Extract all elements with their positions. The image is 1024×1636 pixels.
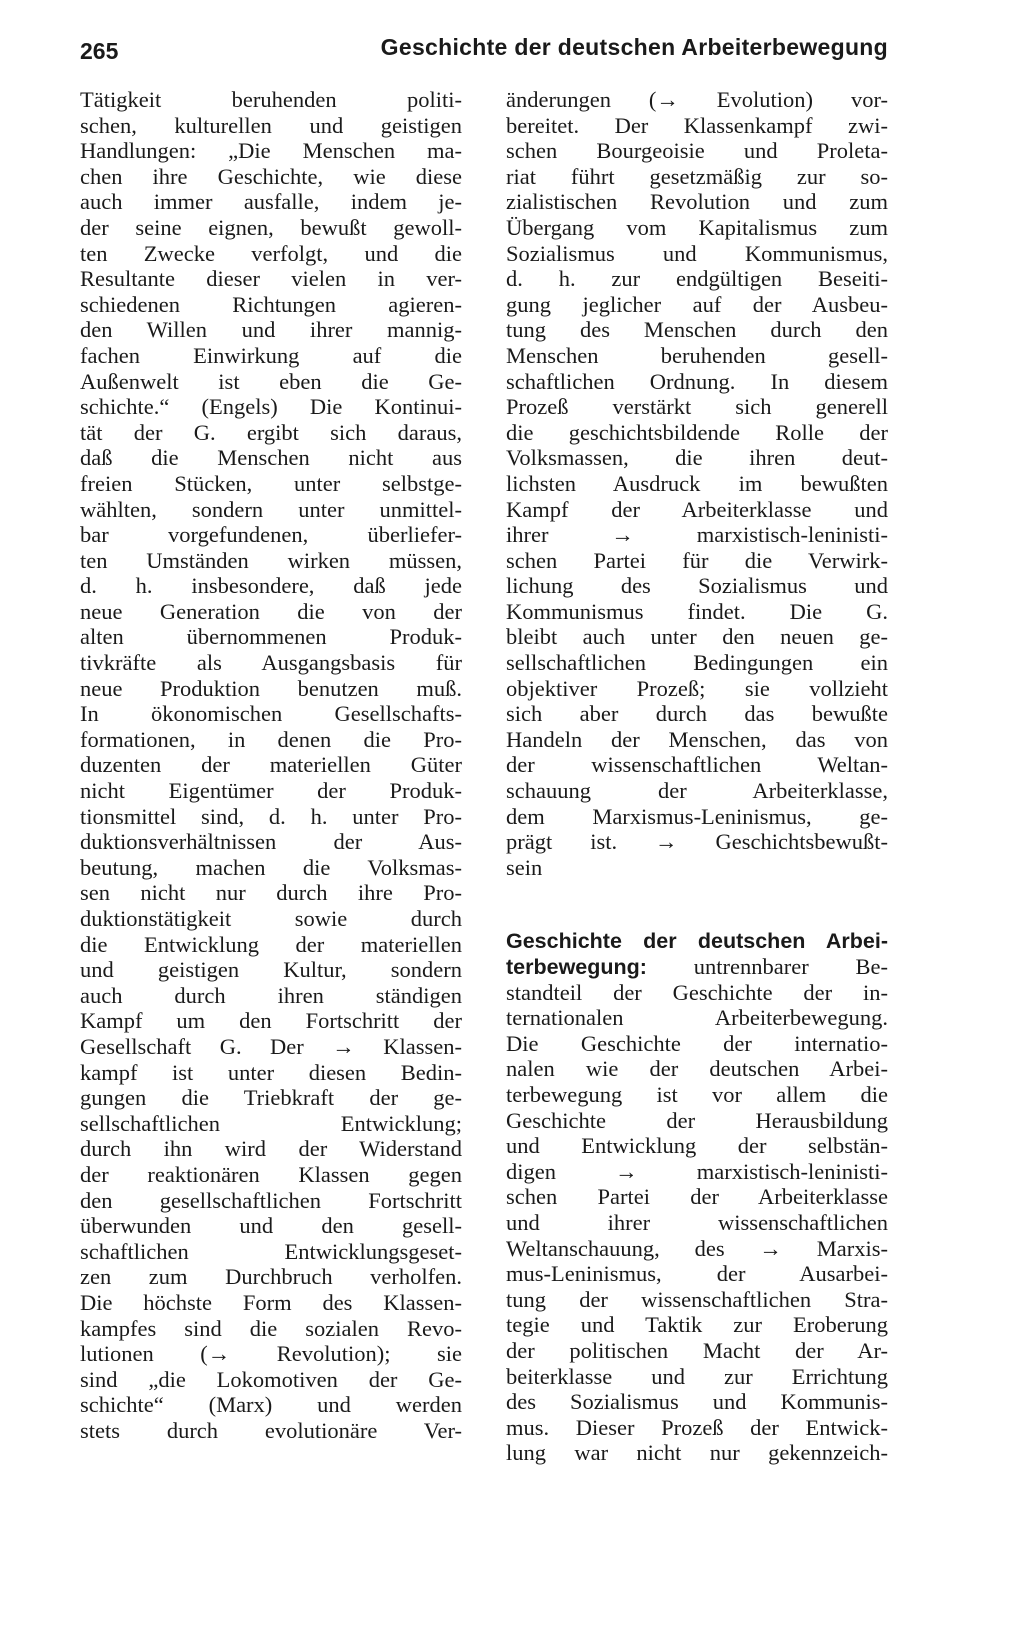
text-line: kampfes sind die sozialen Revo- xyxy=(80,1315,462,1341)
right-column xyxy=(506,87,888,1466)
text-line: mus-Leninismus, der Ausarbei- xyxy=(506,1261,888,1287)
text-line: Geschichte der Herausbildung xyxy=(506,1107,888,1133)
text-line: die geschichtsbildende Rolle der xyxy=(506,419,888,445)
text-line: der politischen Macht der Ar- xyxy=(506,1337,888,1363)
entry-headword: Geschichte der deutschen Arbei- xyxy=(506,929,888,954)
page-header xyxy=(80,28,888,68)
text-line: und ihrer wissenschaftlichen xyxy=(506,1209,888,1235)
text-line: terbewegung ist vor allem die xyxy=(506,1081,888,1107)
running-head: Geschichte der deutschen Arbeiterbewegung xyxy=(380,34,888,60)
text-line: Resultante dieser vielen in ver- xyxy=(80,266,462,292)
text-line: In ökonomischen Gesellschafts- xyxy=(80,701,462,727)
text-line: fachen Einwirkung auf die xyxy=(80,342,462,368)
text-line: schen Partei der Arbeiterklasse xyxy=(506,1184,888,1210)
entry-body xyxy=(506,980,888,1466)
text-line: nicht Eigentümer der Produk- xyxy=(80,778,462,804)
text-line: mus. Dieser Prozeß der Entwick- xyxy=(506,1414,888,1440)
text-line: schen, kulturellen und geistigen xyxy=(80,112,462,138)
text-line: der reaktionären Klassen gegen xyxy=(80,1161,462,1187)
dictionary-entry xyxy=(506,928,888,1465)
text-line: bar vorgefundenen, überliefer- xyxy=(80,522,462,548)
text-line: schichte.“ (Engels) Die Kontinui- xyxy=(80,394,462,420)
text-line: Die höchste Form des Klassen- xyxy=(80,1289,462,1315)
text-line: Übergang vom Kapitalismus zum xyxy=(506,214,888,240)
text-line: prägt ist. → Geschichtsbewußt- xyxy=(506,829,888,855)
text-line: sellschaftlichen Entwicklung; xyxy=(80,1110,462,1136)
entry-definition-start: untrennbarer Be- xyxy=(646,954,888,979)
text-line: die Entwicklung der materiellen xyxy=(80,931,462,957)
text-line: Menschen beruhenden gesell- xyxy=(506,342,888,368)
text-line: alten übernommenen Produk- xyxy=(80,624,462,650)
text-line: standteil der Geschichte der in- xyxy=(506,979,888,1005)
text-line: überwunden und den gesell- xyxy=(80,1213,462,1239)
text-line: wählten, sondern unter unmittel- xyxy=(80,496,462,522)
text-line: formationen, in denen die Pro- xyxy=(80,726,462,752)
text-line: auch immer ausfalle, indem je- xyxy=(80,189,462,215)
text-line: neue Produktion benutzen muß. xyxy=(80,675,462,701)
text-line: d. h. zur endgültigen Beseiti- xyxy=(506,266,888,292)
text-line: bereitet. Der Klassenkampf zwi- xyxy=(506,112,888,138)
text-line: bleibt auch unter den neuen ge- xyxy=(506,624,888,650)
text-line: Außenwelt ist eben die Ge- xyxy=(80,368,462,394)
text-line: tionsmittel sind, d. h. unter Pro- xyxy=(80,803,462,829)
text-line: Prozeß verstärkt sich generell xyxy=(506,394,888,420)
text-line: schen Bourgeoisie und Proleta- xyxy=(506,138,888,164)
entry-headword-continued: terbewegung: xyxy=(506,955,647,979)
text-line: Kampf der Arbeiterklasse und xyxy=(506,496,888,522)
entry-spacer xyxy=(506,880,888,928)
text-line: auch durch ihren ständigen xyxy=(80,982,462,1008)
text-line: neue Generation die von der xyxy=(80,598,462,624)
text-line: ihrer → marxistisch-leninisti- xyxy=(506,522,888,548)
text-line: nalen wie der deutschen Arbei- xyxy=(506,1056,888,1082)
text-line: beutung, machen die Volksmas- xyxy=(80,854,462,880)
text-line: lutionen (→ Revolution); sie xyxy=(80,1341,462,1367)
text-line: den gesellschaftlichen Fortschritt xyxy=(80,1187,462,1213)
text-line: zen zum Durchbruch verholfen. xyxy=(80,1264,462,1290)
text-line: d. h. insbesondere, daß jede xyxy=(80,573,462,599)
text-line: sellschaftlichen Bedingungen ein xyxy=(506,650,888,676)
text-line: freien Stücken, unter selbstge- xyxy=(80,470,462,496)
text-line: schiedenen Richtungen agieren- xyxy=(80,291,462,317)
text-line: zialistischen Revolution und zum xyxy=(506,189,888,215)
text-line: lung war nicht nur gekennzeich- xyxy=(506,1440,888,1466)
text-line: tung des Menschen durch den xyxy=(506,317,888,343)
text-line: änderungen (→ Evolution) vor- xyxy=(506,87,888,112)
entry-heading-line-2 xyxy=(506,954,888,980)
text-line: durch ihn wird der Widerstand xyxy=(80,1136,462,1162)
text-line: den Willen und ihrer mannig- xyxy=(80,317,462,343)
text-line: daß die Menschen nicht aus xyxy=(80,445,462,471)
text-line: dem Marxismus-Leninismus, ge- xyxy=(506,803,888,829)
text-line: Weltanschauung, des → Marxis- xyxy=(506,1235,888,1261)
text-line: schaftlichen Ordnung. In diesem xyxy=(506,368,888,394)
text-line: tät der G. ergibt sich daraus, xyxy=(80,419,462,445)
entry-heading-line xyxy=(506,928,888,954)
text-line: sein xyxy=(506,854,543,880)
text-line: Handlungen: „Die Menschen ma- xyxy=(80,138,462,164)
text-line: duktionsverhältnissen der Aus- xyxy=(80,829,462,855)
text-line: gung jeglicher auf der Ausbeu- xyxy=(506,291,888,317)
text-line: chen ihre Geschichte, wie diese xyxy=(80,163,462,189)
text-line: digen → marxistisch-leninisti- xyxy=(506,1158,888,1184)
text-line: ten Umständen wirken müssen, xyxy=(80,547,462,573)
text-line: schichte“ (Marx) und werden xyxy=(80,1392,462,1418)
text-line: objektiver Prozeß; sie vollzieht xyxy=(506,675,888,701)
text-line: sen nicht nur durch ihre Pro- xyxy=(80,880,462,906)
text-line: Gesellschaft G. Der → Klassen- xyxy=(80,1033,462,1059)
left-column xyxy=(80,87,462,1443)
text-line: und geistigen Kultur, sondern xyxy=(80,957,462,983)
text-line: lichsten Ausdruck im bewußten xyxy=(506,470,888,496)
text-line: der seine eignen, bewußt gewoll- xyxy=(80,214,462,240)
text-line: sind „die Lokomotiven der Ge- xyxy=(80,1366,462,1392)
text-line: Tätigkeit beruhenden politi- xyxy=(80,87,462,112)
text-line: lichung des Sozialismus und xyxy=(506,573,888,599)
text-line: Sozialismus und Kommunismus, xyxy=(506,240,888,266)
text-line: des Sozialismus und Kommunis- xyxy=(506,1389,888,1415)
text-line: tegie und Taktik zur Eroberung xyxy=(506,1312,888,1338)
text-line: gungen die Triebkraft der ge- xyxy=(80,1085,462,1111)
text-line: schaftlichen Entwicklungsgeset- xyxy=(80,1238,462,1264)
text-line: und Entwicklung der selbstän- xyxy=(506,1133,888,1159)
page-number: 265 xyxy=(80,38,119,64)
text-line: sich aber durch das bewußte xyxy=(506,701,888,727)
text-line: duktionstätigkeit sowie durch xyxy=(80,906,462,931)
text-line: stets durch evolutionäre Ver- xyxy=(80,1417,462,1443)
text-line: duzenten der materiellen Güter xyxy=(80,752,462,778)
text-line: Kampf um den Fortschritt der xyxy=(80,1008,462,1034)
text-line: beiterklasse und zur Errichtung xyxy=(506,1363,888,1389)
text-line: tivkräfte als Ausgangsbasis für xyxy=(80,650,462,676)
right-column-continuation xyxy=(506,87,888,880)
text-line: der wissenschaftlichen Weltan- xyxy=(506,752,888,778)
text-line: schauung der Arbeiterklasse, xyxy=(506,778,888,804)
text-line: tung der wissenschaftlichen Stra- xyxy=(506,1286,888,1312)
text-line: Volksmassen, die ihren deut- xyxy=(506,445,888,471)
text-line: riat führt gesetzmäßig zur so- xyxy=(506,163,888,189)
text-line: kampf ist unter diesen Bedin- xyxy=(80,1059,462,1085)
text-line: schen Partei für die Verwirk- xyxy=(506,547,888,573)
text-line: Handeln der Menschen, das von xyxy=(506,726,888,752)
text-line: ten Zwecke verfolgt, und die xyxy=(80,240,462,266)
text-line: ternationalen Arbeiterbewegung. xyxy=(506,1005,888,1031)
text-line: Kommunismus findet. Die G. xyxy=(506,598,888,624)
text-line: Die Geschichte der internatio- xyxy=(506,1030,888,1056)
